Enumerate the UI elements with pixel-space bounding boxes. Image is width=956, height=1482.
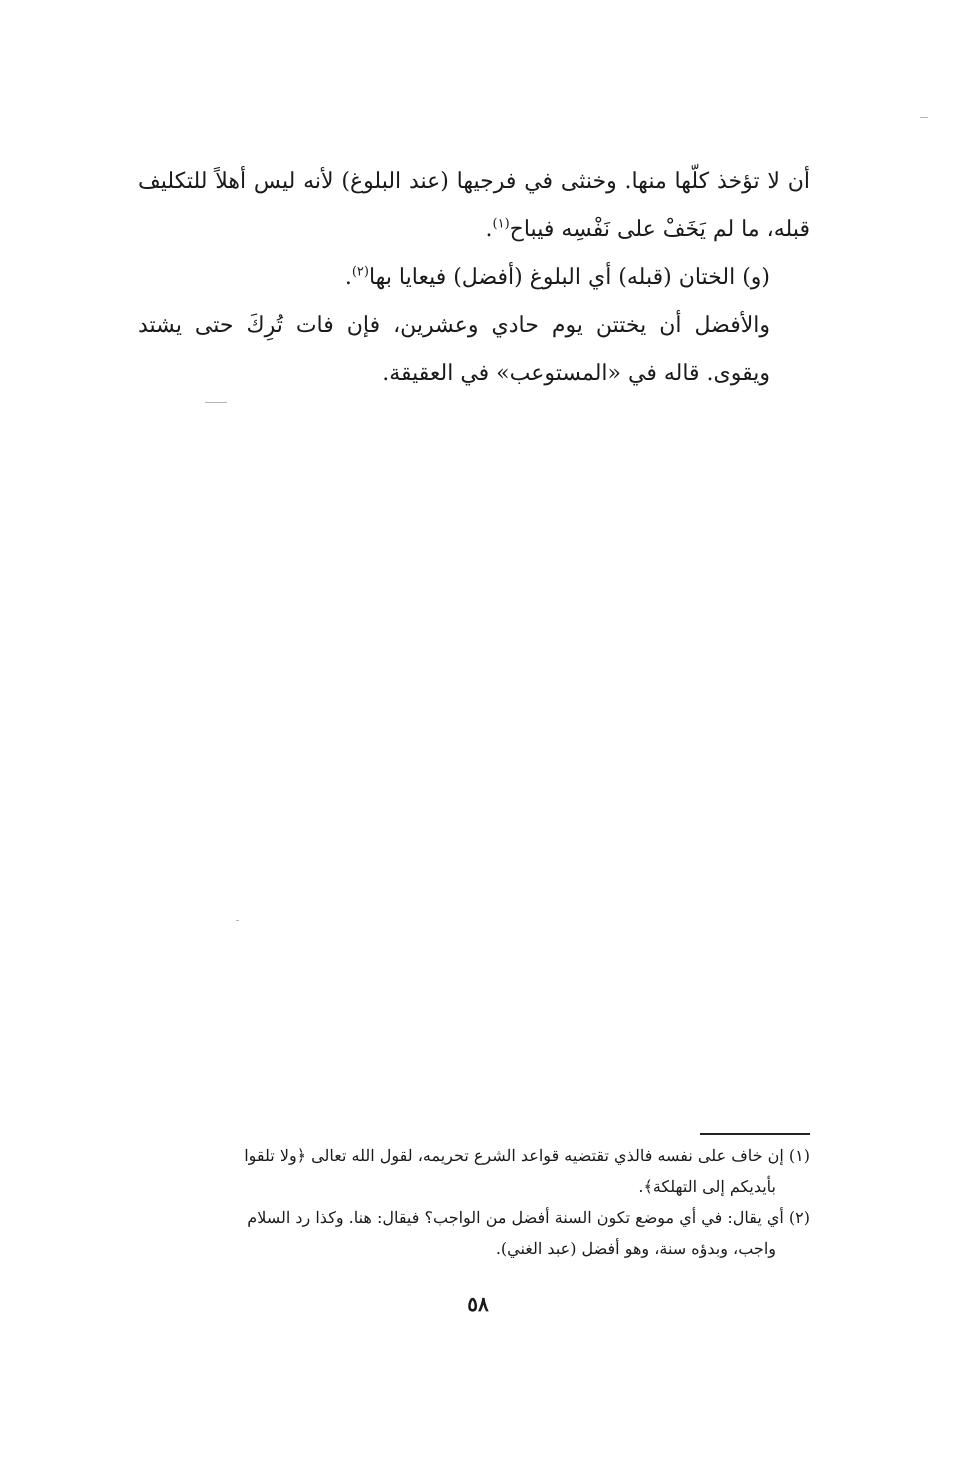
footnotes xyxy=(138,1140,810,1264)
main-text xyxy=(138,158,810,398)
paragraph-end: . xyxy=(344,265,352,290)
paragraph xyxy=(138,158,810,254)
paragraph xyxy=(138,254,810,302)
paragraph-text: أن لا تؤخذ كلّها منها. وخنثى في فرجيها (عند البلوغ) لأنه ليس أهلاً للتكليف قبله، ما لم يَخَفْ على نَفْسِه فيباح xyxy=(138,169,810,242)
footnote-line: (١) إن خاف على نفسه فالذي تقتضيه قواعد الشرع تحريمه، لقول الله تعالى ﴿ولا تلقوا xyxy=(244,1146,810,1165)
footnote-ref[interactable]: (١) xyxy=(492,216,510,232)
footnote-line: بأيديكم إلى التهلكة﴾. xyxy=(638,1177,776,1196)
footnote-line: واجب، وبدؤه سنة، وهو أفضل (عبد الغني). xyxy=(495,1239,776,1258)
page-number: ٥٨ xyxy=(467,1292,489,1316)
paragraph-end: . xyxy=(485,217,493,242)
scan-mark xyxy=(236,920,239,921)
footnote-ref[interactable]: (٢) xyxy=(351,264,369,280)
footnote-separator xyxy=(700,1133,810,1135)
paragraph-text: (و) الختان (قبله) أي البلوغ (أفضل) فيعايا بها xyxy=(368,265,770,290)
scan-mark xyxy=(205,402,227,403)
scan-mark xyxy=(920,117,928,118)
footnote-line: (٢) أي يقال: في أي موضع تكون السنة أفضل من الواجب؟ فيقال: هنا. وكذا رد السلام xyxy=(247,1208,810,1227)
paragraph-text: والأفضل أن يختتن يوم حادي وعشرين، فإن فات تُرِكَ حتى يشتد ويقوى. قاله في «المستوعب» في العقيقة. xyxy=(138,313,770,386)
paragraph xyxy=(138,302,810,398)
